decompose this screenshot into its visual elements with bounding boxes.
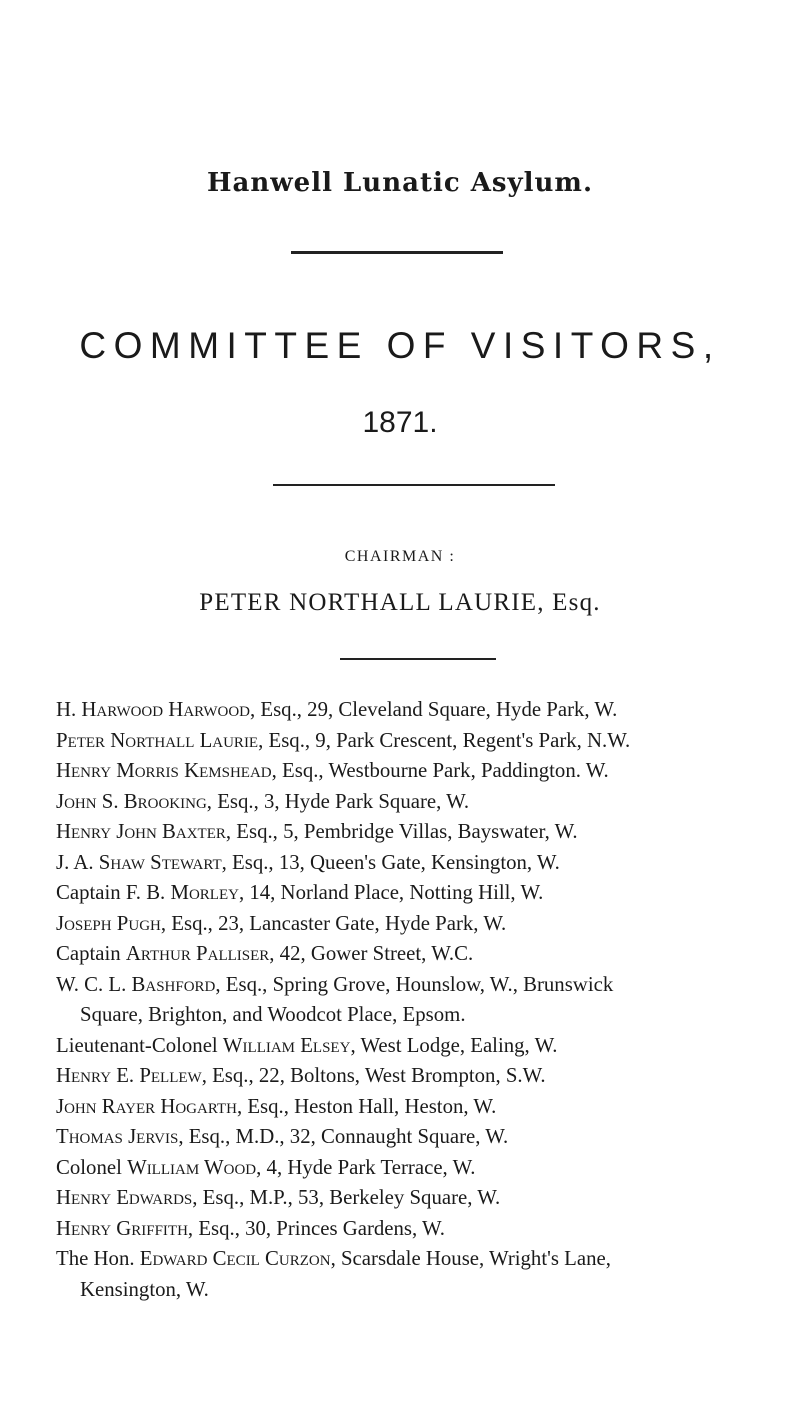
member-address: , Esq., Westbourne Park, Paddington. W.	[271, 759, 609, 782]
member-address-continued: Kensington, W.	[80, 1277, 209, 1301]
member-name: Arthur Palliser	[125, 942, 270, 965]
member-name: William Wood	[127, 1155, 257, 1179]
member-line	[56, 878, 800, 909]
member-line	[56, 756, 800, 787]
member-address: , Esq., 23, Lancaster Gate, Hyde Park, W.	[160, 911, 507, 935]
member-address: , Esq., 29, Cleveland Square, Hyde Park, W.	[249, 698, 618, 721]
member-entry	[56, 726, 800, 757]
member-address: , 4, Hyde Park Terrace, W.	[256, 1155, 476, 1179]
member-address: , Esq., Spring Grove, Hounslow, W., Brunswick	[215, 972, 614, 996]
member-line	[56, 1244, 800, 1275]
member-address: , 42, Gower Street, W.C.	[269, 942, 474, 965]
member-name: William Elsey	[222, 1033, 351, 1057]
member-entry	[56, 1214, 800, 1245]
chairman-label: CHAIRMAN :	[344, 548, 456, 565]
member-entry	[56, 848, 800, 879]
member-line	[56, 939, 800, 970]
lower-divider	[340, 658, 496, 660]
member-name: John Rayer Hogarth	[56, 1094, 237, 1118]
member-address-continued: Square, Brighton, and Woodcot Place, Epsom.	[80, 1003, 466, 1026]
member-line	[56, 787, 800, 818]
member-name: Henry John Baxter	[56, 820, 226, 843]
member-name: H. Harwood Harwood	[56, 698, 250, 721]
member-name: Joseph Pugh	[56, 911, 161, 935]
member-address: , Esq., 3, Hyde Park Square, W.	[206, 789, 470, 813]
member-name: W. C. L. Bashford	[56, 972, 216, 996]
member-address: , Esq., M.D., 32, Connaught Square, W.	[178, 1125, 509, 1148]
member-entry	[56, 1092, 800, 1123]
member-name: Henry Edwards	[56, 1186, 193, 1209]
member-line	[56, 817, 800, 848]
member-name: Edward Cecil Curzon	[139, 1247, 331, 1270]
member-name: Thomas Jervis	[56, 1125, 179, 1148]
member-list	[56, 695, 800, 1305]
member-entry	[56, 1122, 800, 1153]
member-entry	[56, 970, 800, 1031]
member-line	[56, 1122, 800, 1153]
member-line	[56, 695, 800, 726]
member-entry	[56, 1244, 800, 1305]
member-address: , Esq., 9, Park Crescent, Regent's Park, N.W.	[258, 728, 631, 752]
member-line	[56, 726, 800, 757]
member-line	[56, 970, 800, 1001]
member-prefix: Captain	[56, 942, 126, 965]
member-entry	[56, 909, 800, 940]
member-entry	[56, 878, 800, 909]
member-address: , Esq., Heston Hall, Heston, W.	[236, 1094, 497, 1118]
member-entry	[56, 1153, 800, 1184]
member-prefix: The Hon.	[56, 1247, 140, 1270]
member-entry	[56, 1031, 800, 1062]
member-line	[56, 1061, 800, 1092]
committee-heading: COMMITTEE OF VISITORS,	[79, 325, 721, 366]
member-prefix: Colonel	[56, 1155, 128, 1179]
member-address: , 14, Norland Place, Notting Hill, W.	[238, 881, 544, 904]
member-name: J. A. Shaw Stewart	[56, 850, 222, 874]
member-address: , Esq., 13, Queen's Gate, Kensington, W.	[221, 850, 560, 874]
member-entry	[56, 756, 800, 787]
chairman-name: PETER NORTHALL LAURIE, Esq.	[199, 589, 601, 616]
member-entry	[56, 817, 800, 848]
member-address: , Scarsdale House, Wright's Lane,	[330, 1247, 611, 1270]
member-entry	[56, 1183, 800, 1214]
top-divider	[291, 251, 503, 254]
member-name: Henry Morris Kemshead	[56, 759, 272, 782]
member-address: , Esq., 30, Princes Gardens, W.	[187, 1216, 445, 1240]
member-line	[56, 1214, 800, 1245]
member-entry	[56, 787, 800, 818]
institution-title: Hanwell Lunatic Asylum.	[206, 168, 593, 198]
member-entry	[56, 939, 800, 970]
member-line	[56, 1092, 800, 1123]
middle-divider	[273, 484, 555, 486]
member-entry	[56, 695, 800, 726]
member-name: Henry E. Pellew	[56, 1064, 202, 1087]
member-name: F. B. Morley	[125, 881, 239, 904]
year: 1871.	[362, 406, 438, 439]
member-line	[56, 1031, 800, 1062]
member-address: , Esq., 22, Boltons, West Brompton, S.W.	[201, 1064, 546, 1087]
member-name: John S. Brooking	[56, 789, 207, 813]
member-address: , Esq., M.P., 53, Berkeley Square, W.	[192, 1186, 501, 1209]
member-line	[56, 1153, 800, 1184]
member-address: , West Lodge, Ealing, W.	[350, 1033, 558, 1057]
member-line	[56, 909, 800, 940]
member-address: , Esq., 5, Pembridge Villas, Bayswater, W.	[225, 820, 578, 843]
member-prefix: Captain	[56, 881, 126, 904]
member-entry	[56, 1061, 800, 1092]
member-line	[56, 1183, 800, 1214]
member-line	[56, 848, 800, 879]
member-name: Peter Northall Laurie	[56, 728, 259, 752]
member-prefix: Lieutenant-Colonel	[56, 1033, 223, 1057]
member-name: Henry Griffith	[56, 1216, 188, 1240]
